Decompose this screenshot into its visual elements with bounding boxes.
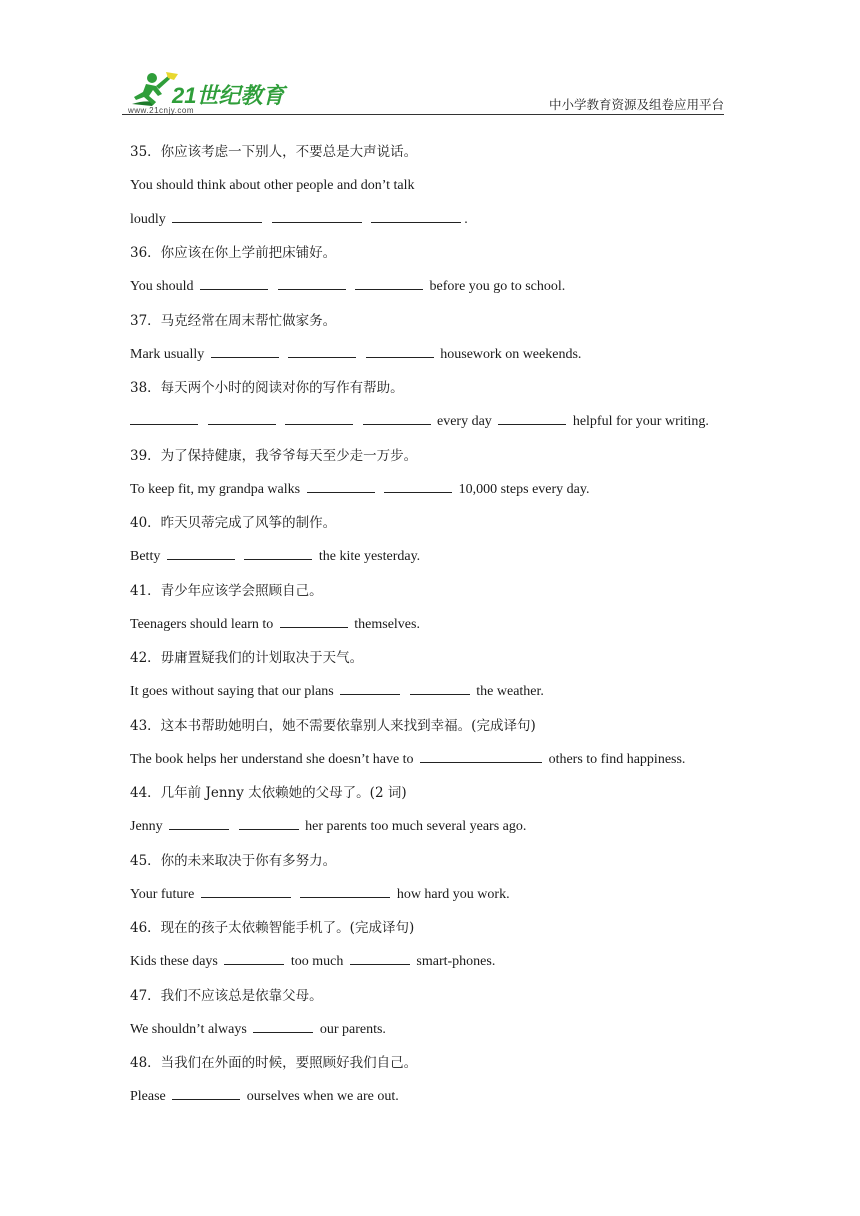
answer-blank[interactable] — [278, 275, 346, 290]
sentence-text: the kite yesterday. — [318, 549, 421, 564]
question-35-prompt: 35．你应该考虑一下别人，不要总是大声说话。 — [130, 144, 418, 160]
question-40-sentence — [130, 545, 730, 579]
question-43-prompt: 43．这本书帮助她明白，她不需要依靠别人来找到幸福。(完成译句) — [130, 717, 536, 734]
sentence-text: how hard you work. — [396, 886, 510, 902]
platform-title: 中小学教育资源及组卷应用平台 — [548, 97, 724, 112]
sentence-text: others to find happiness. — [548, 751, 686, 767]
answer-blank[interactable] — [201, 883, 291, 898]
sentence-text: smart-phones. — [416, 954, 496, 969]
question-44-prompt: 44．几年前 Jenny 太依赖她的父母了。(2 词) — [130, 785, 407, 802]
question-37-prompt: 37．马克经常在周末帮忙做家务。 — [130, 312, 337, 329]
question-44-sentence — [130, 815, 730, 849]
exercise-list — [130, 140, 730, 1119]
sentence-text: Mark usually — [130, 346, 205, 362]
answer-blank[interactable] — [288, 343, 356, 358]
answer-blank[interactable] — [244, 545, 312, 560]
answer-blank[interactable] — [498, 410, 566, 425]
question-42-sentence — [130, 680, 730, 714]
logo-url: www.21cnjy.com — [128, 106, 194, 115]
answer-blank[interactable] — [253, 1018, 313, 1033]
answer-blank[interactable] — [350, 950, 410, 965]
logo — [122, 70, 297, 118]
question-46-prompt: 46．现在的孩子太依赖智能手机了。(完成译句) — [130, 920, 415, 937]
question-41-prompt: 41．青少年应该学会照顾自己。 — [130, 582, 323, 599]
answer-blank[interactable] — [239, 815, 299, 830]
header-divider — [122, 114, 724, 115]
answer-blank[interactable] — [285, 410, 353, 425]
sentence-text: themselves. — [354, 616, 420, 632]
sentence-text: We shouldn’t always — [130, 1021, 247, 1037]
sentence-text: Teenagers should learn to — [130, 616, 274, 632]
sentence-text: It goes without saying that our plans — [130, 684, 334, 699]
question-47-sentence — [130, 1018, 730, 1052]
question-39-sentence — [130, 478, 730, 512]
question-41-sentence — [130, 613, 730, 647]
answer-blank[interactable] — [172, 208, 262, 223]
sentence-text: housework on weekends. — [440, 346, 582, 362]
sentence-text: before you go to school. — [429, 279, 566, 294]
question-47-prompt: 47．我们不应该总是依靠父母。 — [130, 987, 323, 1004]
sentence-text: To keep fit, my grandpa walks — [130, 481, 301, 497]
question-40-prompt: 40．昨天贝蒂完成了风筝的制作。 — [130, 515, 337, 532]
logo-text: 21世纪教育 — [172, 83, 285, 108]
question-35-sentence-line2 — [130, 208, 730, 242]
sentence-text: helpful for your writing. — [572, 414, 709, 429]
sentence-text: loudly — [130, 211, 166, 227]
answer-blank[interactable] — [211, 343, 279, 358]
answer-blank[interactable] — [355, 275, 423, 290]
question-42-prompt: 42．毋庸置疑我们的计划取决于天气。 — [130, 650, 364, 667]
answer-blank[interactable] — [371, 208, 461, 223]
question-43-sentence — [130, 748, 730, 782]
answer-blank[interactable] — [307, 478, 375, 493]
sentence-text: every day — [437, 414, 492, 429]
answer-blank[interactable] — [363, 410, 431, 425]
sentence-text: . — [464, 211, 468, 227]
question-45-prompt: 45．你的未来取决于你有多努力。 — [130, 852, 337, 869]
answer-blank[interactable] — [280, 613, 348, 628]
sentence-text: The book helps her understand she doesn’t have to — [130, 751, 414, 767]
question-37-sentence — [130, 343, 730, 377]
question-48-prompt: 48．当我们在外面的时候，要照顾好我们自己。 — [130, 1055, 418, 1072]
answer-blank[interactable] — [340, 680, 400, 695]
answer-blank[interactable] — [200, 275, 268, 290]
question-46-sentence — [130, 950, 730, 984]
question-48-sentence — [130, 1085, 730, 1119]
question-39-prompt: 39．为了保持健康，我爷爷每天至少走一万步。 — [130, 447, 418, 464]
sentence-text: the weather. — [476, 684, 544, 699]
page-header — [122, 68, 724, 118]
question-38-prompt: 38．每天两个小时的阅读对你的写作有帮助。 — [130, 380, 404, 397]
sentence-text: Betty — [130, 549, 161, 564]
answer-blank[interactable] — [384, 478, 452, 493]
sentence-text: Your future — [130, 886, 195, 902]
answer-blank[interactable] — [272, 208, 362, 223]
answer-blank[interactable] — [167, 545, 235, 560]
answer-blank[interactable] — [130, 410, 198, 425]
question-38-sentence — [130, 410, 730, 444]
answer-blank[interactable] — [208, 410, 276, 425]
question-45-sentence — [130, 883, 730, 917]
question-36-prompt: 36．你应该在你上学前把床铺好。 — [130, 245, 337, 262]
sentence-text: Please — [130, 1089, 166, 1104]
sentence-text: her parents too much several years ago. — [305, 819, 527, 834]
sentence-text: Kids these days — [130, 954, 218, 969]
answer-blank[interactable] — [366, 343, 434, 358]
answer-blank[interactable] — [224, 950, 284, 965]
sentence-text: ourselves when we are out. — [246, 1089, 399, 1104]
sentence-text: You should — [130, 279, 194, 294]
sentence-text: 10,000 steps every day. — [458, 481, 590, 497]
question-36-sentence — [130, 275, 730, 309]
answer-blank[interactable] — [420, 748, 542, 763]
sentence-text: our parents. — [319, 1021, 386, 1037]
answer-blank[interactable] — [300, 883, 390, 898]
question-35-sentence-line1: You should think about other people and don’t talk — [130, 177, 415, 193]
answer-blank[interactable] — [169, 815, 229, 830]
sentence-text: too much — [290, 954, 344, 969]
sentence-text: Jenny — [130, 819, 163, 834]
answer-blank[interactable] — [172, 1085, 240, 1100]
answer-blank[interactable] — [410, 680, 470, 695]
